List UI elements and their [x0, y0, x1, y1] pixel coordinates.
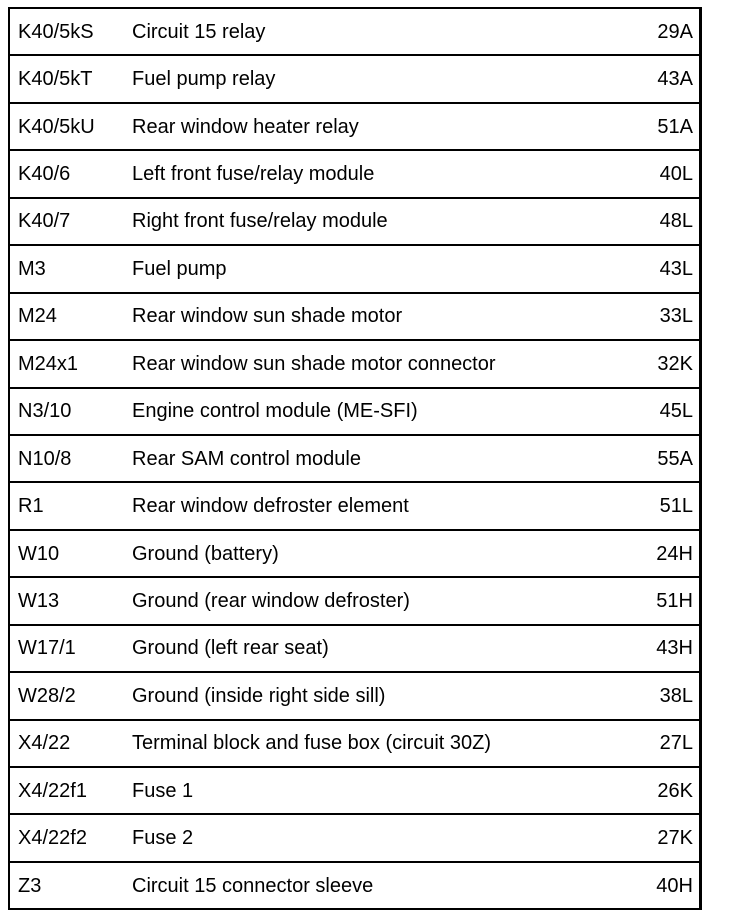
component-code-cell: W13 [9, 577, 132, 624]
component-description-cell: Fuel pump [132, 245, 613, 292]
component-code-cell: M24x1 [9, 340, 132, 387]
grid-location-cell: 33L [613, 293, 701, 340]
component-legend-table [8, 7, 702, 910]
grid-location-cell: 40H [656, 874, 693, 897]
grid-location-cell: 48L [613, 198, 701, 245]
component-code-cell: R1 [9, 482, 132, 529]
component-description-cell: Rear window heater relay [132, 103, 613, 150]
component-description-cell: Terminal block and fuse box (circuit 30Z) [132, 720, 613, 767]
component-code-cell: K40/5kT [9, 55, 132, 102]
component-description-cell: Rear window defroster element [132, 482, 613, 529]
component-code-cell: X4/22 [9, 720, 132, 767]
component-code-cell: K40/5kU [9, 103, 132, 150]
component-description-cell: Engine control module (ME-SFI) [132, 388, 613, 435]
table-row [9, 862, 701, 909]
component-description-cell: Ground (left rear seat) [132, 625, 613, 672]
grid-location-cell: 24H [613, 530, 701, 577]
component-code-cell: N3/10 [9, 388, 132, 435]
table-row [9, 103, 701, 150]
table-row [9, 672, 701, 719]
grid-location-cell: 27K [613, 814, 701, 861]
component-code-cell: K40/5kS [9, 8, 132, 55]
component-code-cell: W28/2 [9, 672, 132, 719]
table-row [9, 8, 701, 55]
grid-location-cell: 32K [613, 340, 701, 387]
component-code-cell: N10/8 [9, 435, 132, 482]
grid-location-cell: 43A [613, 55, 701, 102]
table-row [9, 767, 701, 814]
component-description-cell: Rear SAM control module [132, 435, 613, 482]
grid-location-cell: 40L [613, 150, 701, 197]
component-description-cell: Right front fuse/relay module [132, 198, 613, 245]
table-row [9, 625, 701, 672]
grid-location-cell: 43H [613, 625, 701, 672]
table-row [9, 150, 701, 197]
component-description-cell: Ground (battery) [132, 530, 613, 577]
component-description-cell: Fuse 1 [132, 767, 613, 814]
component-code-cell: M3 [9, 245, 132, 292]
component-description-cell: Circuit 15 connector sleeve [132, 874, 374, 897]
component-description-cell: Circuit 15 relay [132, 8, 613, 55]
grid-location-cell: 26K [613, 767, 701, 814]
table-row [9, 530, 701, 577]
grid-location-cell: 27L [613, 720, 701, 767]
table-row [9, 245, 701, 292]
component-description-cell: Ground (rear window defroster) [132, 577, 613, 624]
grid-location-cell: 45L [613, 388, 701, 435]
component-description-cell: Fuel pump relay [132, 55, 613, 102]
grid-location-cell: 29A [613, 8, 701, 55]
component-description-cell: Rear window sun shade motor connector [132, 340, 613, 387]
table-row [9, 293, 701, 340]
component-code-cell: K40/7 [9, 198, 132, 245]
table-row [9, 577, 701, 624]
component-code-cell: Z3 [18, 874, 42, 897]
grid-location-cell: 51H [613, 577, 701, 624]
table-row [9, 435, 701, 482]
grid-location-cell: 43L [613, 245, 701, 292]
component-code-cell: X4/22f1 [9, 767, 132, 814]
table-row [9, 198, 701, 245]
component-description-cell: Ground (inside right side sill) [132, 672, 613, 719]
component-description-cell: Left front fuse/relay module [132, 150, 613, 197]
component-code-cell: X4/22f2 [9, 814, 132, 861]
table-row [9, 340, 701, 387]
table-row [9, 55, 701, 102]
component-description-cell: Rear window sun shade motor [132, 293, 613, 340]
grid-location-cell: 38L [613, 672, 701, 719]
component-code-cell: W10 [9, 530, 132, 577]
component-description-cell: Fuse 2 [132, 814, 613, 861]
grid-location-cell: 51A [613, 103, 701, 150]
grid-location-cell: 51L [613, 482, 701, 529]
table-row [9, 814, 701, 861]
grid-location-cell: 55A [613, 435, 701, 482]
component-code-cell: W17/1 [9, 625, 132, 672]
component-code-cell: K40/6 [9, 150, 132, 197]
table-row [9, 482, 701, 529]
legend-table-body [9, 8, 701, 909]
component-code-cell: M24 [9, 293, 132, 340]
table-row [9, 388, 701, 435]
table-row [9, 720, 701, 767]
